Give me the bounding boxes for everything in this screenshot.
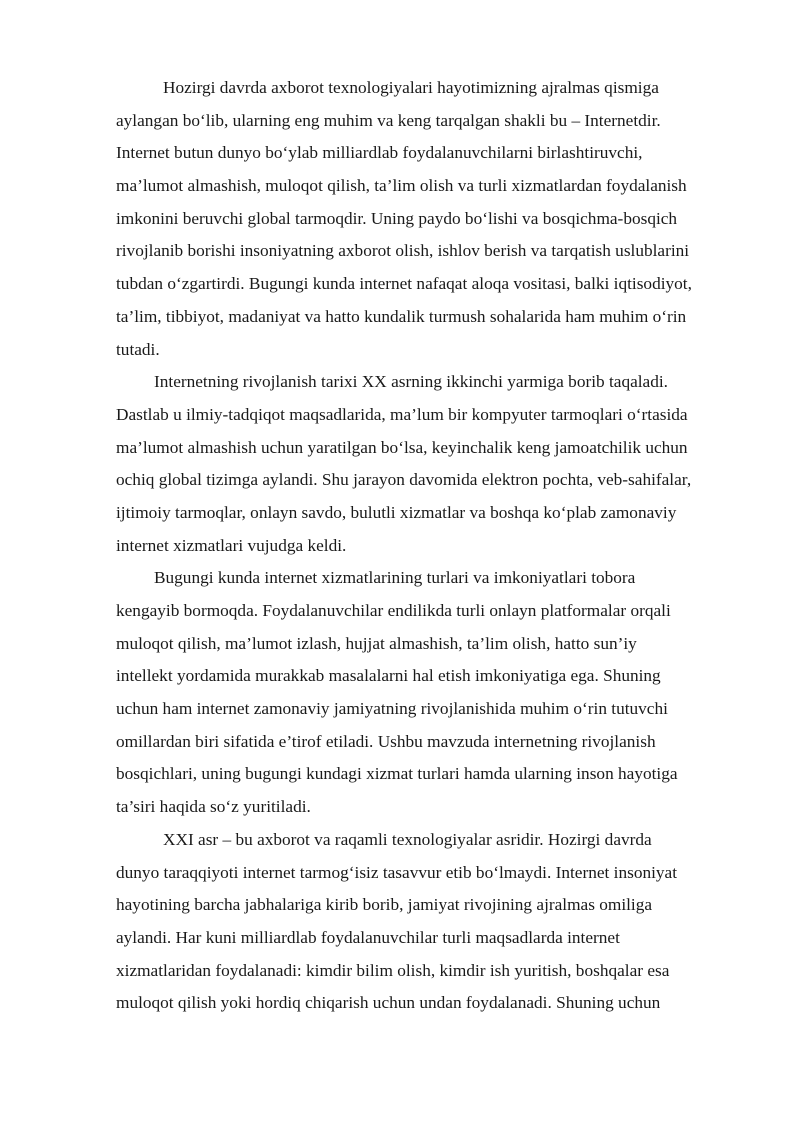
paragraph [116,366,716,562]
paragraph-line: ijtimoiy tarmoqlar, onlayn savdo, bulutli xizmatlar va boshqa ko‘plab zamonaviy [116,502,677,522]
paragraph-line: rivojlanib borishi insoniyatning axborot olish, ishlov berish va tarqatish uslublarini [116,241,690,261]
paragraph-line: uchun ham internet zamonaviy jamiyatning rivojlanishida muhim o‘rin tutuvchi [116,699,668,719]
paragraph-line: ta’siri haqida so‘z yuritiladi. [116,797,311,817]
paragraph-line: bosqichlari, uning bugungi kundagi xizmat turlari hamda ularning inson hayotiga [116,764,678,784]
paragraph-first-line: Hozirgi davrda axborot texnologiyalari hayotimizning ajralmas qismiga [163,78,659,97]
paragraph-line: ma’lumot almashish, muloqot qilish, ta’lim olish va turli xizmatlardan foydalanish [116,176,687,196]
document-body [116,72,716,1020]
paragraph-line: aylandi. Har kuni milliardlab foydalanuvchilar turli maqsadlarda internet [116,927,620,947]
paragraph-line: Internet butun dunyo bo‘ylab milliardlab foydalanuvchilarni birlashtiruvchi, [116,143,643,163]
paragraph-line: tutadi. [116,339,160,359]
paragraph-first-line: Internetning rivojlanish tarixi XX asrning ikkinchi yarmiga borib taqaladi. [154,372,668,392]
paragraph-line: imkonini beruvchi global tarmoqdir. Uning paydo bo‘lishi va bosqichma-bosqich [116,208,678,228]
paragraph-line: muloqot qilish yoki hordiq chiqarish uchun undan foydalanadi. Shuning uchun [116,993,661,1013]
paragraph-line: Dastlab u ilmiy-tadqiqot maqsadlarida, ma’lum bir kompyuter tarmoqlari o‘rtasida [116,404,688,424]
paragraph-line: kengayib bormoqda. Foydalanuvchilar endilikda turli onlayn platformalar orqali [116,601,671,620]
paragraph-line: internet xizmatlari vujudga keldi. [116,535,347,555]
paragraph-line: dunyo taraqqiyoti internet tarmog‘isiz tasavvur etib bo‘lmaydi. Internet insoniyat [116,862,678,882]
paragraph [116,72,716,366]
paragraph [116,824,716,1020]
paragraph-line: omillardan biri sifatida e’tirof etiladi. Ushbu mavzuda internetning rivojlanish [116,731,656,751]
paragraph-line: aylangan bo‘lib, ularning eng muhim va keng tarqalgan shakli bu – Internetdir. [116,110,661,130]
paragraph-line: intellekt yordamida murakkab masalalarni hal etish imkoniyatiga ega. Shuning [116,666,661,686]
paragraph-line: tubdan o‘zgartirdi. Bugungi kunda internet nafaqat aloqa vositasi, balki iqtisodiyot, [116,274,692,294]
paragraph-first-line: XXI asr – bu axborot va raqamli texnologiyalar asridir. Hozirgi davrda [163,829,652,849]
paragraph-line: muloqot qilish, ma’lumot izlash, hujjat almashish, ta’lim olish, hatto sun’iy [116,633,637,653]
paragraph-line: ta’lim, tibbiyot, madaniyat va hatto kundalik turmush sohalarida ham muhim o‘rin [116,306,687,326]
paragraph-line: hayotining barcha jabhalariga kirib borib, jamiyat rivojining ajralmas omiliga [116,895,653,915]
paragraph-line: xizmatlaridan foydalanadi: kimdir bilim olish, kimdir ish yuritish, boshqalar esa [116,960,670,980]
paragraph-first-line: Bugungi kunda internet xizmatlarining turlari va imkoniyatlari tobora [154,568,636,588]
paragraph-line: ochiq global tizimga aylandi. Shu jarayon davomida elektron pochta, veb-sahifalar, [116,470,692,490]
paragraph [116,562,716,824]
paragraph-line: ma’lumot almashish uchun yaratilgan bo‘lsa, keyinchalik keng jamoatchilik uchun [116,437,688,457]
